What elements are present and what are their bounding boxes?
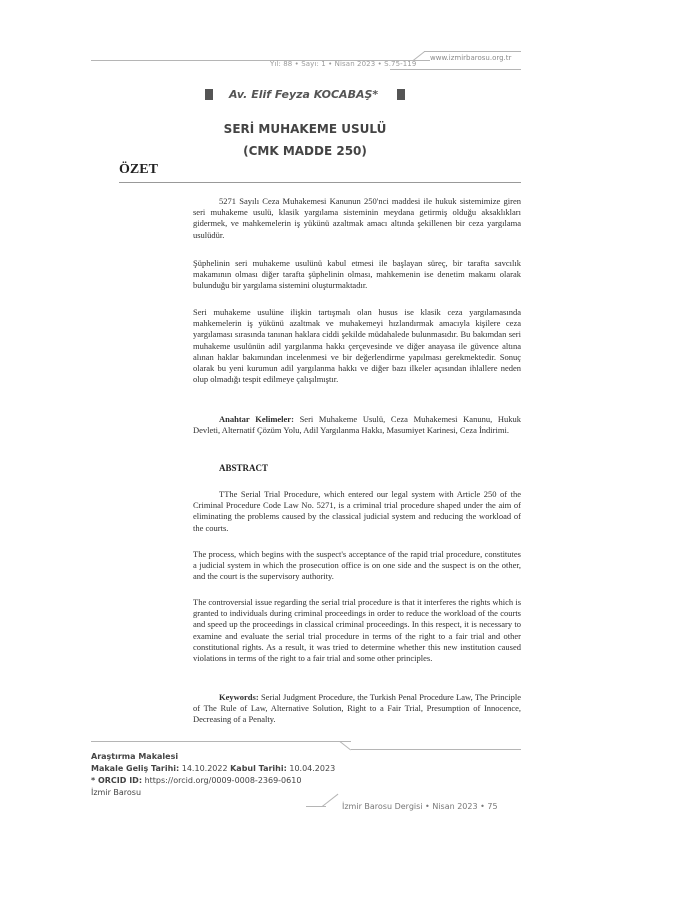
author-marker-right bbox=[397, 89, 405, 100]
abstract-heading: ABSTRACT bbox=[219, 463, 269, 473]
ozet-paragraph-3 bbox=[193, 307, 521, 385]
institution: İzmir Barosu bbox=[91, 788, 142, 797]
ozet-p2-text: Şüphelinin seri muhakeme usulünü kabul etmesi ile başlayan süreç, bir tarafta savcılık makamının olması diğer tarafta şüphelinin olması, mahkemenin ise denetim makamı olarak bulunduğu bir yargılama sistemini oluşturmaktadır. bbox=[193, 258, 521, 291]
article-type bbox=[91, 752, 178, 761]
ozet-keywords-label: Anahtar Kelimeler: bbox=[219, 414, 294, 424]
orcid-link[interactable]: https://orcid.org/0009-0008-2369-0610 bbox=[144, 776, 302, 785]
journal-page-info: İzmir Barosu Dergisi • Nisan 2023 • 75 bbox=[342, 802, 498, 811]
header-rule-under bbox=[390, 69, 521, 70]
ozet-p1-text: 5271 Sayılı Ceza Muhakemesi Kanunun 250'nci maddesi ile hukuk sistemimize giren seri muhakeme usulü, klasik yargılama sisteminin meydana getirmiş olduğu aksaklıkları gidermek, ve mahkemelerin iş yükünü azaltmak amacı altında şekillenen bir ceza yargılama usulüdür. bbox=[193, 196, 521, 240]
ozet-paragraph-2 bbox=[193, 258, 521, 292]
article-dates bbox=[91, 764, 335, 773]
ozet-rule bbox=[119, 182, 521, 183]
footer-rule-slant-top bbox=[339, 741, 351, 750]
ozet-keywords bbox=[193, 414, 521, 436]
abstract-keywords-label: Keywords: bbox=[219, 692, 259, 702]
abstract-keywords bbox=[193, 692, 521, 726]
ozet-paragraph-1 bbox=[193, 196, 521, 241]
abstract-keywords-text: Serial Judgment Procedure, the Turkish Penal Procedure Law, The Principle of The Rule of Law, Alternative Solution, Right to a Fair Trial, Presumption of Innocence, Decreasing of a Penalty. bbox=[193, 692, 522, 725]
footer-rule-bottom bbox=[306, 806, 326, 807]
abstract-paragraph-3 bbox=[193, 597, 521, 664]
submitted-label: Makale Geliş Tarihi: bbox=[91, 764, 180, 773]
ozet-p3-text: Seri muhakeme usulüne ilişkin tartışmalı olan husus ise klasik ceza yargılamasında mahkemelerin iş yükünü azaltmak ve muhakemeyi hızlandırmak amacıyla kişilere ceza yargılaması sırasında tanınan haklara ciddi şekilde müdahalede bulunmasıdır. Bu bakımdan seri muhakeme usulünün adil yargılanma hakkı çerçevesinde ve diğer anayasa ile güvence altına alınan haklar bakımından incelenmesi ve bir değerlendirme yapılması gerekmektedir. Sonuç olarak bu yeni kurumun adil yargılanma hakkı ve diğer bazı ilkeler açısından ihlallere neden olup olmadığı tespit edilmeye çalışılmıştır. bbox=[193, 307, 521, 385]
issue-info: Yıl: 88 • Sayı: 1 • Nisan 2023 • S.75-119 bbox=[270, 60, 417, 68]
ozet-heading: ÖZET bbox=[119, 162, 158, 177]
submitted-date: 14.10.2022 bbox=[181, 764, 228, 773]
orcid-line bbox=[91, 776, 301, 785]
accepted-label: Kabul Tarihi: bbox=[230, 764, 287, 773]
accepted-date: 10.04.2023 bbox=[289, 764, 336, 773]
footer-rule-left bbox=[91, 741, 351, 742]
abstract-paragraph-1 bbox=[193, 489, 521, 534]
abstract-p3-text: The controversial issue regarding the serial trial procedure is that it interferes the rights which is granted to individuals during criminal proceedings in order to reduce the workload of the courts and speed up the proceedings in classical criminal proceedings. In this respect, it is necessary to examine and evaluate the serial trial procedure in terms of the right to a fair trial and other constitutional rights. As a result, it was tried to determine whether this new institution caused violations in terms of the right to a fair trial and some other principles. bbox=[193, 597, 521, 664]
orcid-label: * ORCID ID: bbox=[91, 776, 143, 785]
abstract-paragraph-2 bbox=[193, 549, 521, 583]
author-marker-left bbox=[205, 89, 213, 100]
footer-rule-mid bbox=[351, 749, 521, 750]
author-row bbox=[205, 88, 405, 102]
abstract-p1-text: TThe Serial Trial Procedure, which entered our legal system with Article 250 of the Criminal Procedure Code Law No. 5271, is a criminal trial procedure shaped under the aim of eliminating the problems caused by the classical judicial system and reducing the workload of the courts. bbox=[193, 489, 521, 533]
header-rule-right bbox=[424, 51, 521, 52]
journal-website: www.izmirbarosu.org.tr bbox=[430, 54, 512, 62]
article-subtitle: (CMK MADDE 250) bbox=[243, 144, 367, 158]
article-type-text: Araştırma Makalesi bbox=[91, 752, 179, 761]
abstract-p2-text: The process, which begins with the suspect's acceptance of the rapid trial procedure, constitutes a judicial system in which the prosecution office is on one side and the suspect is on the other, and the court is the supervisory authority. bbox=[193, 549, 521, 582]
footer-rule-slant-bottom bbox=[322, 794, 338, 807]
article-title: SERİ MUHAKEME USULÜ bbox=[223, 122, 387, 136]
author-name: Av. Elif Feyza KOCABAŞ* bbox=[229, 88, 379, 101]
ozet-keywords-text: Seri Muhakeme Usulü, Ceza Muhakemesi Kanunu, Hukuk Devleti, Alternatif Çözüm Yolu, Adil Yargılanma Hakkı, Masumiyet Karinesi, Ceza İndirimi. bbox=[193, 414, 521, 436]
